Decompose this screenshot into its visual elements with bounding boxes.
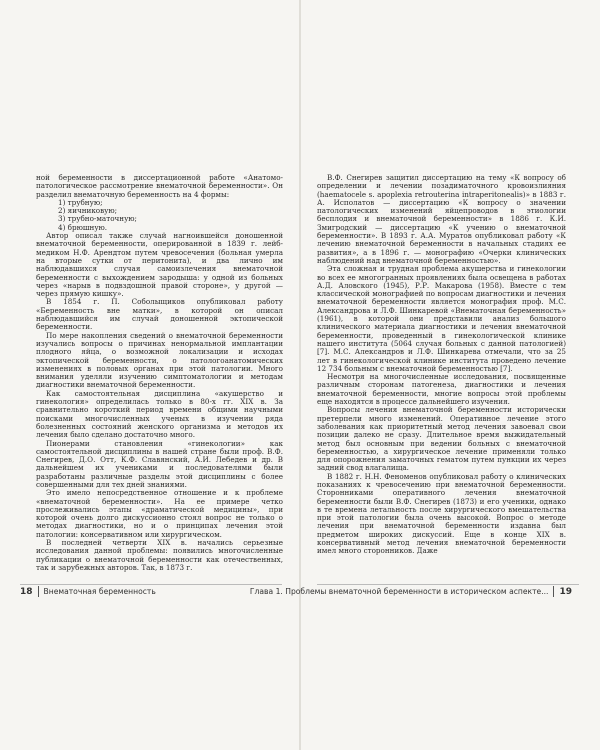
paragraph: В последней четверти XIX в. начались серьезные исследования данной проблемы: появились многочисленные публикации о внематочной беременности как отечественных, так и зарубежных авторов. Так, в 1873 г. [36, 538, 283, 572]
forms-list [36, 199, 283, 232]
running-title-left: Внематочная беременность [43, 587, 156, 596]
running-title-right: Глава 1. Проблемы внематочной беременности в историческом аспекте... [249, 587, 549, 596]
paragraph: В 1854 г. П. Соболыщиков опубликовал работу «Беременность вне матки», в которой он описал наблюдавшийся им случай доношенной эктопической беременности. [36, 297, 283, 332]
left-page-footer [20, 586, 156, 597]
paragraph: Вопросы лечения внематочной беременности исторически претерпели много изменений. Оперативное лечение этого заболевания как приоритетный метод лечения завоевал свои позиции далеко не сразу. Длительное время выжидательный метод был основным при ведении больных с внематочной беременностью, а хирургическое лечение применяли только для опорожнения заматочных гематом путем пункции их через задний свод влагалища. [317, 405, 566, 473]
left-intro-paragraph: ной беременности в диссертационной работе «Анатомо-патологическое рассмотрение внематочной беременности». Он разделил внематочную беременность на 4 формы: [36, 173, 283, 199]
paragraph: Несмотря на многочисленные исследования, посвященные различным сторонам патогенеза, диагностики и лечения внематочной беременности, многие вопросы этой проблемы еще находятся в процессе дальнейшего изучения. [317, 372, 566, 407]
paragraph: Пионерами становления «гинекологии» как самостоятельной дисциплины в нашей стране были проф. В.Ф. Снегирев, Д.О. Отт, К.Ф. Славянский, А.И. Лебедев и др. В дальнейшем их учениками и последователями были разработаны различные разделы этой дисциплины с более совершенными для тех дней знаниями. [36, 438, 283, 489]
list-item: 4) брюшную. [58, 222, 108, 232]
page-number-right: 19 [559, 586, 572, 597]
list-item: 3) трубно-маточную; [58, 214, 137, 224]
paragraph: Это имело непосредственное отношение и к проблеме «внематочной беременности». На ее примере четко прослеживались этапы «драматической медицины», при которой очень долго дискуссионно стоял вопрос не только о методах диагностики, но и о принципах лечения этой патологии: консервативном или хирургическом. [36, 488, 283, 539]
left-footer-rule [20, 584, 282, 585]
paragraph: Как самостоятельная дисциплина «акушерство и гинекология» определилась только в 80-х гг. XIX в. За сравнительно короткий период времени общими научными поисками многочисленных ученых в изучении ряда болезненных состояний женского организма и методов их лечения было сделано достаточно много. [36, 388, 283, 440]
list-item: 2) яичниковую; [58, 206, 118, 216]
book-gutter [299, 0, 301, 750]
list-item: 1) трубную; [58, 197, 103, 207]
paragraph: В.Ф. Снегирев защитил диссертацию на тему «К вопросу об определении и лечении позадиматочного кровоизлияния (haematocele s. apoplexia retrouterina intraperitonealis)» в 1883 г. А. Исполатов — диссертацию «К вопросу о значении патологических изменений яйцепроводов в этиологии бесплодия и внематочной беременности» в 1886 г. К.И. Змигродский — диссертацию «К учению о внематочной беременности». В 1893 г. А.А. Муратов опубликовал работу «К лечению внематочной беременности в начальных стадиях ее развития», а в 1896 г. — монографию «Очерки клинических наблюдений над внематочной беременностью». [317, 173, 566, 265]
right-footer-rule [317, 584, 579, 585]
right-page-text [317, 174, 566, 556]
left-page-text [36, 174, 283, 572]
paragraph: В 1882 г. Н.Н. Феноменов опубликовал работу о клинических показаниях к чревосечению при внематочной беременности. Сторонниками оперативного лечения внематочной беременности были В.Ф. Снегирев (1873) и его ученики, однако в те времена летальность после хирургического вмешательства при этой патологии была очень высокой. Вопрос о методе лечения при внематочной беременности издавна был предметом широких дискуссий. Еще в конце XIX в. консервативный метод лечения внематочной беременности имел много сторонников. Даже [317, 471, 566, 556]
footer-divider [553, 586, 554, 597]
right-page-footer [250, 586, 572, 597]
paragraph: Автор описал также случай нагноившейся доношенной внематочной беременности, оперированной в 1839 г. лейб-медиком Н.Ф. Арендтом путем чревосечения (больная умерла на вторые сутки от перитонита), и два лично им наблюдавшихся случая самоизлечения внематочной беременности с выхождением зародыша: у одной из больных через «нарыв в подвздошной правой стороне», у другой — через прямую кишку». [36, 231, 283, 299]
footer-divider [38, 586, 39, 597]
paragraph: По мере накопления сведений о внематочной беременности изучались вопросы о причинах ненормальной имплантации плодного яйца, о возможной локализации и исходах эктопической беременности, о патологоанатомических изменениях в половых органах при этой патологии. Много внимания уделяли изучению симптоматологии и методам диагностики внематочной беременности. [36, 330, 283, 390]
paragraph: Эта сложная и трудная проблема акушерства и гинекологии во всех ее многогранных проявлениях была освещена в работах А.Д. Аловского (1945), Р.Р. Макарова (1958). Вместе с тем классической монографией по вопросам диагностики и лечения внематочной беременности является монография проф. М.С. Александрова и Л.Ф. Шинкаревой «Внематочная беременность» (1961), в которой они представили анализ большого клинического материала диагностики и лечения внематочной беременности, проведенный в гинекологической клинике нашего института (5064 случая больных с данной патологией) [7]. М.С. Александров и Л.Ф. Шинкарева отмечали, что за 25 лет в гинекологической клинике института проведено лечение 12 734 больным с внематочной беременностью [7]. [317, 264, 566, 373]
page-number-left: 18 [20, 586, 33, 597]
